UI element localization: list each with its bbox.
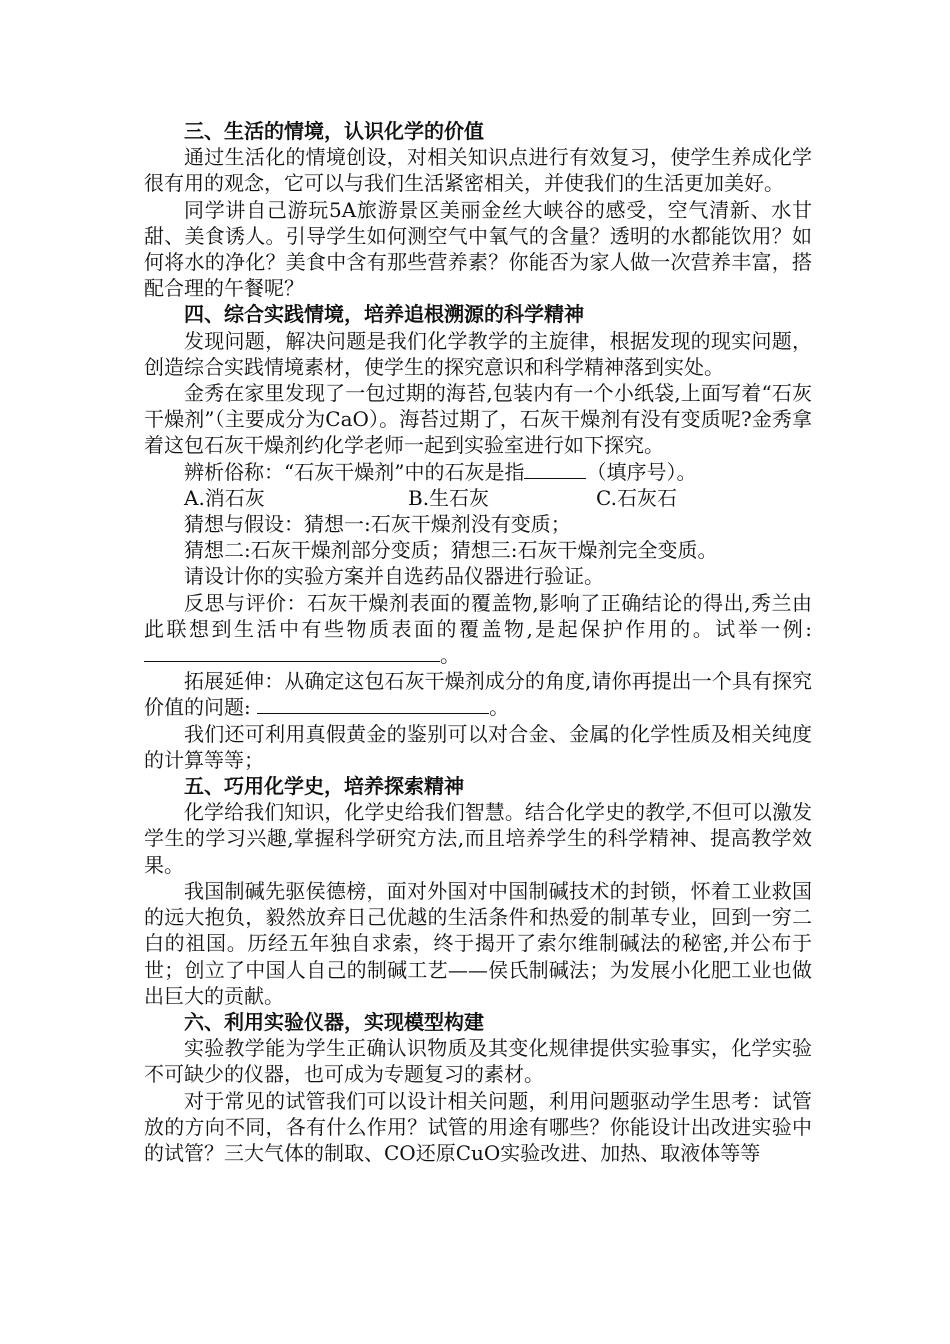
question-suffix: 。 <box>489 695 510 720</box>
paragraph: 我国制碱先驱侯德榜，面对外国对中国制碱技术的封锁，怀着工业救国的远大抱负，毅然放弃日己优越的生活条件和热爱的制革专业，回到一穷二白的祖国。历经五年独自求索，终于揭开了索尔维制碱法的秘密,并公布于世；创立了中国人自己的制碱工艺——侯氏制碱法；为发展小化肥工业也做出巨大的贡献。 <box>144 878 812 1008</box>
paragraph: 化学给我们知识，化学史给我们智慧。结合化学史的教学,不但可以激发学生的学习兴趣,掌握科学研究方法,而且培养学生的科学精神、提高教学效果。 <box>144 800 812 877</box>
paragraph: 通过生活化的情境创设，对相关知识点进行有效复习，使学生养成化学很有用的观念，它可以与我们生活紧密相关，并使我们的生活更加美好。 <box>144 145 812 196</box>
question-text: 拓展延伸：从确定这包石灰干燥剂成分的角度,请你再提出一个具有探究价值的问题: <box>144 669 812 720</box>
section-heading-4: 四、综合实践情境，培养追根溯源的科学精神 <box>184 302 584 327</box>
paragraph: 实验教学能为学生正确认识物质及其变化规律提供实验事实，化学实验不可缺少的仪器，也可成为专题复习的素材。 <box>144 1036 812 1087</box>
paragraph: 发现问题，解决问题是我们化学教学的主旋律，根据发现的现实问题，创造综合实践情境素材，使学生的探究意识和科学精神落到实处。 <box>144 328 812 379</box>
hypothesis-line: 猜想与假设：猜想一:石灰干燥剂没有变质； <box>184 512 571 537</box>
section-heading-3: 三、生活的情境，认识化学的价值 <box>184 119 484 143</box>
answer-blank <box>257 694 489 714</box>
question-suffix: 。 <box>440 643 460 668</box>
hypothesis-line: 猜想二:石灰干燥剂部分变质；猜想三:石灰干燥剂完全变质。 <box>184 538 718 563</box>
section-heading-5: 五、巧用化学史，培养探索精神 <box>184 774 464 799</box>
paragraph: 同学讲自己游玩5A旅游景区美丽金丝大峡谷的感受，空气清新、水甘甜、美食诱人。引导学生如何测空气中氧气的含量？透明的水都能饮用？如何将水的净化？美食中含有那些营养素？你能否为家人做一次营养丰富，搭配合理的午餐呢？ <box>144 197 812 301</box>
paragraph: 请设计你的实验方案并自选药品仪器进行验证。 <box>184 564 604 589</box>
answer-options <box>144 485 812 511</box>
question-suffix: （填序号）。 <box>586 459 697 484</box>
answer-blank <box>144 642 440 662</box>
answer-blank <box>524 459 586 479</box>
paragraph: 金秀在家里发现了一包过期的海苔,包装内有一个小纸袋,上面写着“石灰干燥剂”（主要成分为CaO）。海苔过期了，石灰干燥剂有没有变质呢?金秀拿着这包石灰干燥剂约化学老师一起到实验室进行如下探究。 <box>144 381 812 458</box>
option-a: A.消石灰 <box>184 485 265 510</box>
paragraph: 对于常见的试管我们可以设计相关问题，利用问题驱动学生思考：试管放的方向不同，各有什么作用？试管的用途有哪些？你能设计出改进实验中的试管？三大气体的制取、CO还原CuO实验改进、加热、取液体等等 <box>144 1088 812 1165</box>
question-common-name <box>144 459 812 485</box>
reflection-question <box>144 590 812 669</box>
section-heading-6: 六、利用实验仪器，实现模型构建 <box>184 1009 484 1034</box>
document-page <box>144 118 812 1166</box>
question-text: 辨析俗称：“石灰干燥剂”中的石灰是指 <box>184 459 525 484</box>
extension-question <box>144 668 812 720</box>
paragraph: 我们还可利用真假黄金的鉴别可以对合金、金属的化学性质及相关纯度的计算等等； <box>144 721 812 772</box>
option-c: C.石灰石 <box>596 485 677 510</box>
option-b: B.生石灰 <box>408 485 490 510</box>
question-text: 反思与评价：石灰干燥剂表面的覆盖物,影响了正确结论的得出,秀兰由此联想到生活中有些物质表面的覆盖物,是起保护作用的。试举一例: <box>144 590 812 641</box>
